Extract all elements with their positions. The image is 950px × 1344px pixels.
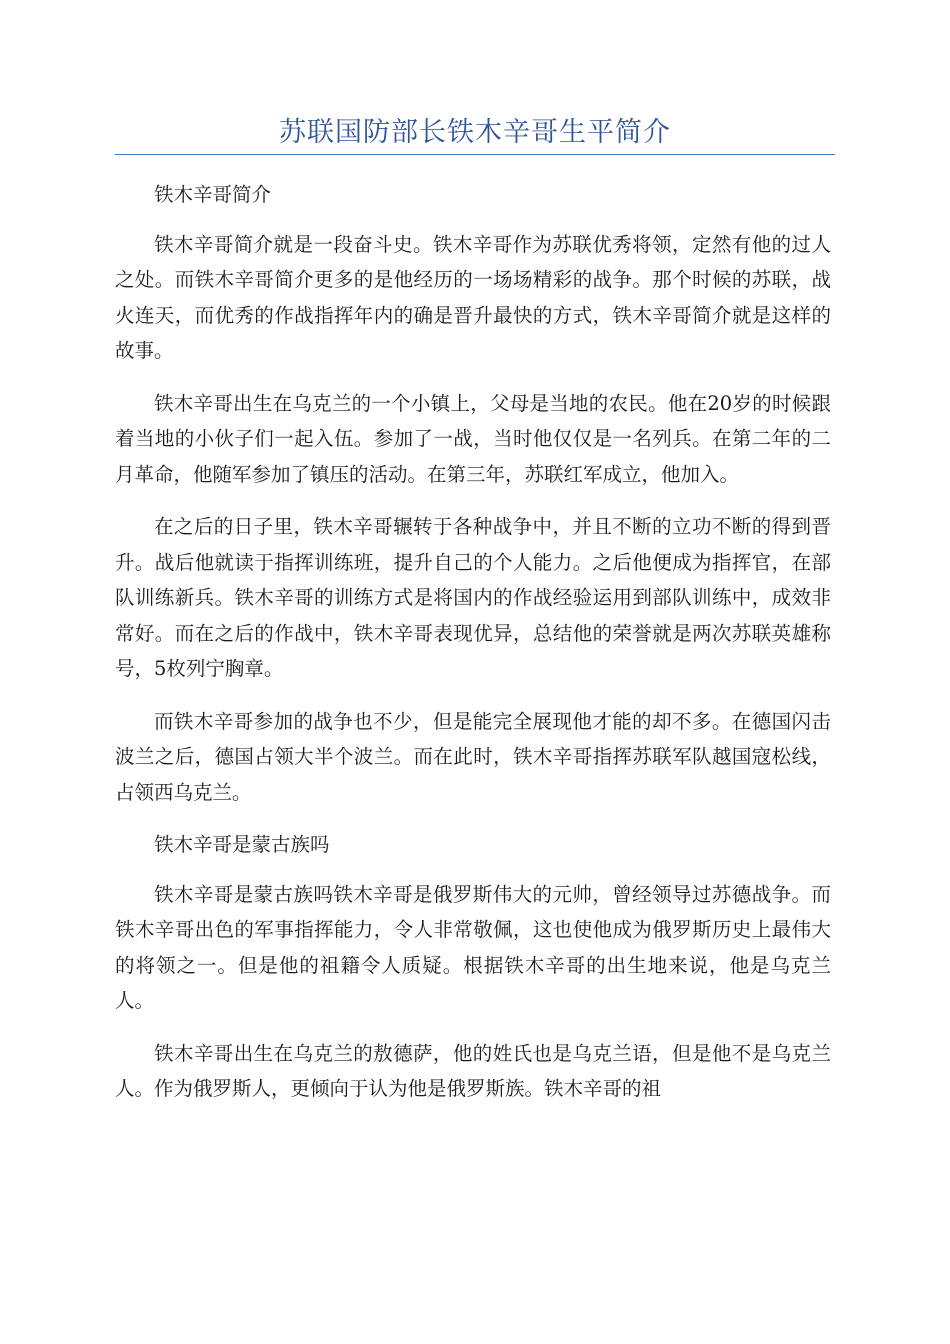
document-title: 苏联国防部长铁木辛哥生平简介	[279, 117, 671, 148]
paragraph: 而铁木辛哥参加的战争也不少，但是能完全展现他才能的却不多。在德国闪击波兰之后，德国占领大半个波兰。而在此时，铁木辛哥指挥苏联军队越国寇松线，占领西乌克兰。	[115, 709, 831, 804]
paragraph: 在之后的日子里，铁木辛哥辗转于各种战争中，并且不断的立功不断的得到晋升。战后他就读于指挥训练班，提升自己的个人能力。之后他便成为指挥官，在部队训练新兵。铁木辛哥的训练方式是将国内的作战经验运用到部队训练中，成效非常好。而在之后的作战中，铁木辛哥表现优异，总结他的荣誉就是两次苏联英雄称号，5枚列宁胸章。	[115, 515, 831, 680]
paragraph: 铁木辛哥简介就是一段奋斗史。铁木辛哥作为苏联优秀将领，定然有他的过人之处。而铁木辛哥简介更多的是他经历的一场场精彩的战争。那个时候的苏联，战火连天，而优秀的作战指挥年内的确是晋升最快的方式，铁木辛哥简介就是这样的故事。	[115, 232, 831, 362]
paragraph: 铁木辛哥是蒙古族吗铁木辛哥是俄罗斯伟大的元帅，曾经领导过苏德战争。而铁木辛哥出色的军事指挥能力，令人非常敬佩，这也使他成为俄罗斯历史上最伟大的将领之一。但是他的祖籍令人质疑。根据铁木辛哥的出生地来说，他是乌克兰人。	[115, 882, 831, 1012]
title-underline	[115, 154, 835, 155]
section-heading-intro: 铁木辛哥简介	[154, 183, 272, 206]
section-heading-ethnicity: 铁木辛哥是蒙古族吗	[154, 833, 330, 856]
paragraph: 铁木辛哥出生在乌克兰的敖德萨，他的姓氏也是乌克兰语，但是他不是乌克兰人。作为俄罗斯人，更倾向于认为他是俄罗斯族。铁木辛哥的祖	[115, 1041, 831, 1100]
paragraph: 铁木辛哥出生在乌克兰的一个小镇上，父母是当地的农民。他在20岁的时候跟着当地的小伙子们一起入伍。参加了一战，当时他仅仅是一名列兵。在第二年的二月革命，他随军参加了镇压的活动。在第三年，苏联红军成立，他加入。	[115, 391, 831, 486]
document-body	[115, 177, 831, 1124]
